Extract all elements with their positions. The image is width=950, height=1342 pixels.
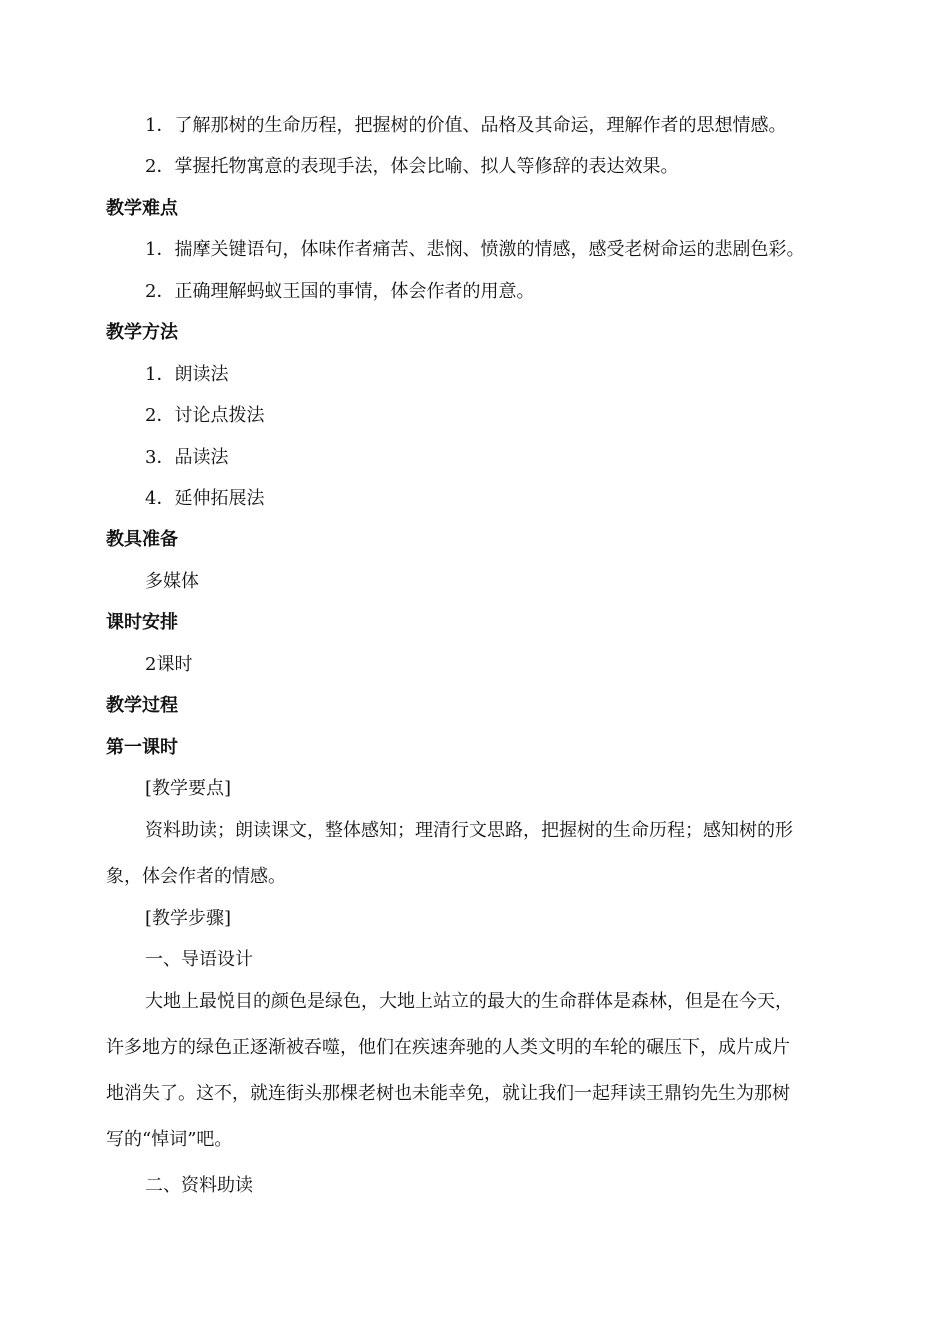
- difficulty-heading: 教学难点: [106, 198, 178, 219]
- difficulty-item-1: 1．揣摩关键语句，体味作者痛苦、悲悯、愤激的情感，感受老树命运的悲剧色彩。: [145, 239, 805, 260]
- method-item-3: 3．品读法: [145, 447, 229, 468]
- teaching-points-label: [教学要点]: [145, 778, 232, 799]
- step2-title: 二、资料助读: [145, 1175, 253, 1196]
- step1-title: 一、导语设计: [145, 949, 253, 970]
- objective-item-2: 2．掌握托物寓意的表现手法，体会比喻、拟人等修辞的表达效果。: [145, 156, 679, 177]
- step1-line-2: 许多地方的绿色正逐渐被吞噬，他们在疾速奔驰的人类文明的车轮的碾压下，成片成片: [106, 1037, 790, 1058]
- tools-text: 多媒体: [145, 571, 199, 592]
- difficulty-item-2: 2．正确理解蚂蚁王国的事情，体会作者的用意。: [145, 281, 535, 302]
- lesson1-heading: 第一课时: [106, 737, 178, 758]
- schedule-heading: 课时安排: [106, 612, 178, 633]
- methods-heading: 教学方法: [106, 322, 178, 343]
- schedule-text: 2课时: [145, 654, 193, 675]
- process-heading: 教学过程: [106, 695, 178, 716]
- step1-line-4: 写的“悼词”吧。: [106, 1129, 233, 1150]
- teaching-points-line-1: 资料助读；朗读课文，整体感知；理清行文思路，把握树的生命历程；感知树的形: [145, 820, 793, 841]
- objective-item-1: 1．了解那树的生命历程，把握树的价值、品格及其命运，理解作者的思想情感。: [145, 115, 787, 136]
- method-item-2: 2．讨论点拨法: [145, 405, 265, 426]
- step1-line-3: 地消失了。这不，就连街头那棵老树也未能幸免，就让我们一起拜读王鼎钧先生为那树: [106, 1083, 790, 1104]
- teaching-points-line-2: 象，体会作者的情感。: [106, 866, 286, 887]
- tools-heading: 教具准备: [106, 529, 178, 550]
- step1-line-1: 大地上最悦目的颜色是绿色，大地上站立的最大的生命群体是森林，但是在今天，: [145, 991, 793, 1012]
- teaching-steps-label: [教学步骤]: [145, 908, 232, 929]
- method-item-1: 1．朗读法: [145, 364, 229, 385]
- method-item-4: 4．延伸拓展法: [145, 488, 265, 509]
